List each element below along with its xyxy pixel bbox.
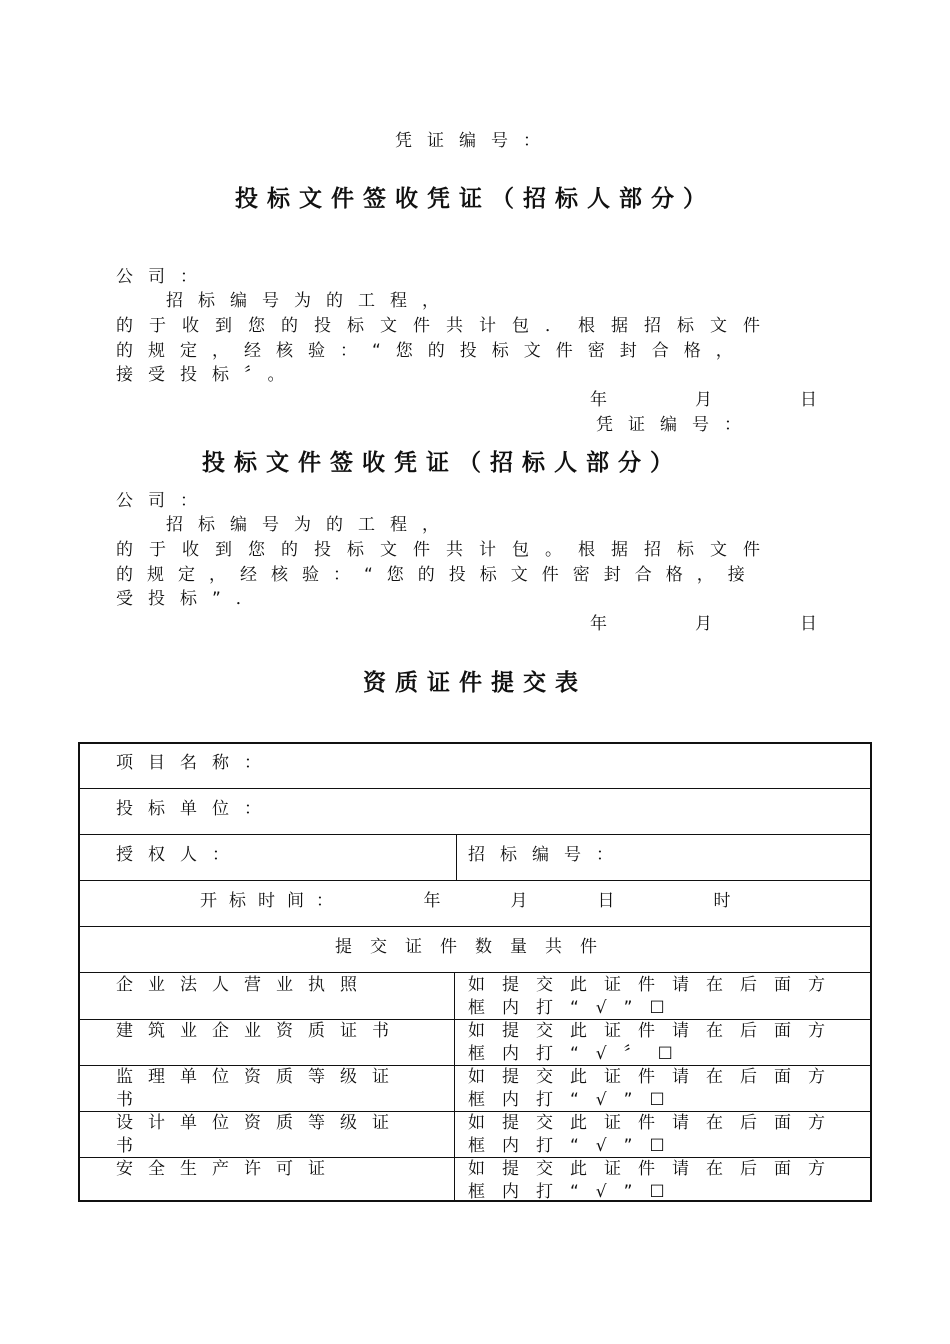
- voucher2-title: 投标文件签收凭证（招标人部分）: [202, 450, 682, 476]
- voucher1-line2: 的于收到您的投标文件共计包．根据招标文件: [116, 316, 776, 336]
- voucher2-line4: 受投标”．: [116, 589, 268, 609]
- voucher2-line2: 的于收到您的投标文件共计包。根据招标文件: [116, 540, 776, 560]
- voucher1-line1: 招标编号为的工程，: [166, 291, 454, 311]
- item-name: 设计单位资质等级证书: [116, 1113, 404, 1156]
- project-name-label: 项目名称：: [116, 753, 276, 773]
- authorized-label: 授权人：: [116, 845, 244, 865]
- item-note: 如提交此证件请在后面方框内打“√”☐: [468, 1067, 842, 1110]
- voucher2-company: 公司：: [116, 491, 212, 511]
- voucher1-number-label: 凭证编号：: [395, 131, 555, 151]
- item-name: 建筑业企业资质证书: [116, 1021, 404, 1041]
- certificate-table: [78, 742, 872, 1202]
- item-note: 如提交此证件请在后面方框内打“√”☐: [468, 1159, 842, 1202]
- bidder-label: 投标单位：: [116, 799, 276, 819]
- voucher2-line1: 招标编号为的工程，: [166, 515, 454, 535]
- voucher1-line4: 接受投标〞。: [116, 365, 300, 385]
- voucher1-line3: 的规定，经核验：“您的投标文件密封合格，: [116, 341, 748, 361]
- voucher2-line3: 的规定，经核验：“您的投标文件密封合格，接: [116, 565, 759, 585]
- item-name: 监理单位资质等级证书: [116, 1067, 404, 1110]
- item-name: 企业法人营业执照: [116, 975, 372, 995]
- voucher2-number-label: 凭证编号：: [596, 415, 756, 435]
- voucher1-date: 年 月 日: [590, 390, 835, 410]
- item-note: 如提交此证件请在后面方框内打“√〞☐: [468, 1021, 842, 1064]
- item-name: 安全生产许可证: [116, 1159, 340, 1179]
- voucher1-company: 公司：: [116, 267, 212, 287]
- voucher2-date: 年 月 日: [590, 614, 835, 634]
- form-title: 资质证件提交表: [363, 670, 587, 696]
- item-note: 如提交此证件请在后面方框内打“√”☐: [468, 975, 842, 1018]
- voucher1-title: 投标文件签收凭证（招标人部分）: [235, 186, 715, 212]
- tender-no-label: 招标编号：: [468, 845, 628, 865]
- open-time-label: 开标时间： 年 月 日 时: [200, 891, 743, 911]
- item-note: 如提交此证件请在后面方框内打“√”☐: [468, 1113, 842, 1156]
- total-label: 提交证件数量共件: [335, 937, 615, 957]
